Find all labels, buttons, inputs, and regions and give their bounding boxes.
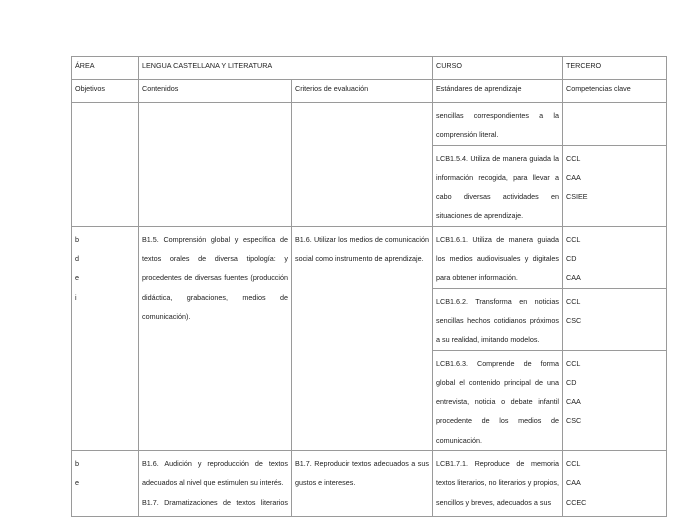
objective-letter: b bbox=[75, 459, 79, 469]
col-header-contents: Contenidos bbox=[139, 80, 292, 103]
col-header-criteria: Criterios de evaluación bbox=[292, 80, 433, 103]
content-item: B1.6. Audición y reproducción de textos adecuados al nivel que estimulen su interés. bbox=[142, 459, 288, 488]
competence-code: CAA bbox=[566, 172, 581, 182]
contents-cell: B1.5. Comprensión global y específica de textos orales de diversa tipología: y procedentes de diversas fuentes (producción didáctica, grabaciones, medios de comunicación). bbox=[139, 226, 292, 450]
competences-cell bbox=[563, 145, 667, 226]
course-label: CURSO bbox=[433, 57, 563, 80]
area-label: ÁREA bbox=[72, 57, 139, 80]
table-row bbox=[72, 226, 667, 288]
competence-code: CCL bbox=[566, 153, 581, 163]
objective-letter: b bbox=[75, 234, 79, 244]
objective-letter: d bbox=[75, 254, 79, 264]
standard-cell: LCB1.6.1. Utiliza de manera guiada los medios audiovisuales y digitales para obtener información. bbox=[433, 226, 563, 288]
criteria-cell: B1.7. Reproducir textos adecuados a sus gustos e intereses. bbox=[292, 451, 433, 517]
column-header-row bbox=[72, 80, 667, 103]
contents-cell bbox=[139, 103, 292, 227]
competence-code: CD bbox=[566, 254, 577, 264]
competences-cell bbox=[563, 288, 667, 350]
standard-cell: LCB1.5.4. Utiliza de manera guiada la información recogida, para llevar a cabo diversas actividades en situaciones de aprendizaje. bbox=[433, 145, 563, 226]
subject-name: LENGUA CASTELLANA Y LITERATURA bbox=[139, 57, 433, 80]
col-header-objectives: Objetivos bbox=[72, 80, 139, 103]
course-value: TERCERO bbox=[563, 57, 667, 80]
competence-code: CCL bbox=[566, 459, 581, 469]
competence-code: CAA bbox=[566, 273, 581, 283]
competence-code: CSC bbox=[566, 315, 582, 325]
competence-code: CCL bbox=[566, 358, 581, 368]
table-row bbox=[72, 103, 667, 146]
competences-cell bbox=[563, 103, 667, 146]
competence-code: CSC bbox=[566, 416, 582, 426]
competences-cell bbox=[563, 350, 667, 450]
contents-cell bbox=[139, 451, 292, 517]
competence-code: CCL bbox=[566, 296, 581, 306]
curriculum-table bbox=[71, 56, 667, 517]
standard-cell: LCB1.7.1. Reproduce de memoria textos literarios, no literarios y propios, sencillos y breves, adecuados a sus bbox=[433, 451, 563, 517]
objective-letter: e bbox=[75, 478, 79, 488]
competence-code: CSIEE bbox=[566, 192, 588, 202]
objectives-cell bbox=[72, 103, 139, 227]
standard-cell: LCB1.6.3. Comprende de forma global el contenido principal de una entrevista, noticia o debate infantil procedente de los medios de comunicación. bbox=[433, 350, 563, 450]
header-row bbox=[72, 57, 667, 80]
col-header-competences: Competencias clave bbox=[563, 80, 667, 103]
competence-code: CAA bbox=[566, 397, 581, 407]
competence-code: CCL bbox=[566, 234, 581, 244]
objectives-cell bbox=[72, 451, 139, 517]
table-row bbox=[72, 451, 667, 517]
objectives-cell bbox=[72, 226, 139, 450]
competences-cell bbox=[563, 226, 667, 288]
standard-cell: LCB1.6.2. Transforma en noticias sencillas hechos cotidianos próximos a su realidad, imitando modelos. bbox=[433, 288, 563, 350]
objective-letter: i bbox=[75, 292, 77, 302]
objective-letter: e bbox=[75, 273, 79, 283]
standard-cell: sencillas correspondientes a la comprensión literal. bbox=[433, 103, 563, 146]
competences-cell bbox=[563, 451, 667, 517]
col-header-standards: Estándares de aprendizaje bbox=[433, 80, 563, 103]
content-item: B1.7. Dramatizaciones de textos literarios bbox=[142, 497, 288, 507]
competence-code: CD bbox=[566, 377, 577, 387]
competence-code: CAA bbox=[566, 478, 581, 488]
criteria-cell: B1.6. Utilizar los medios de comunicación social como instrumento de aprendizaje. bbox=[292, 226, 433, 450]
competence-code: CCEC bbox=[566, 497, 587, 507]
criteria-cell bbox=[292, 103, 433, 227]
